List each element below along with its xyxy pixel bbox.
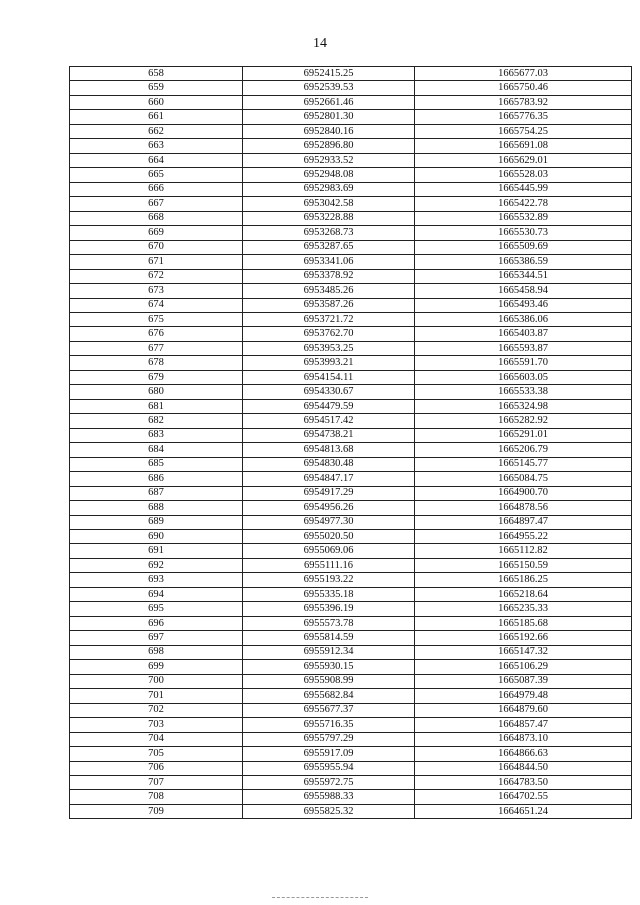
x-coordinate-cell: 6955917.09 (243, 747, 415, 761)
table-row (70, 341, 632, 355)
table-row (70, 399, 632, 413)
table-row (70, 110, 632, 124)
y-coordinate-cell: 1664857.47 (415, 718, 632, 732)
y-coordinate-cell: 1664783.50 (415, 775, 632, 789)
point-number-cell: 707 (70, 775, 243, 789)
table-row (70, 558, 632, 572)
x-coordinate-cell: 6955797.29 (243, 732, 415, 746)
y-coordinate-cell: 1665084.75 (415, 472, 632, 486)
point-number-cell: 659 (70, 81, 243, 95)
y-coordinate-cell: 1665185.68 (415, 616, 632, 630)
x-coordinate-cell: 6952840.16 (243, 124, 415, 138)
point-number-cell: 673 (70, 284, 243, 298)
y-coordinate-cell: 1665344.51 (415, 269, 632, 283)
x-coordinate-cell: 6955573.78 (243, 616, 415, 630)
point-number-cell: 674 (70, 298, 243, 312)
table-row (70, 385, 632, 399)
table-row (70, 804, 632, 818)
point-number-cell: 697 (70, 631, 243, 645)
page-number: 14 (313, 36, 327, 51)
x-coordinate-cell: 6953042.58 (243, 197, 415, 211)
x-coordinate-cell: 6952539.53 (243, 81, 415, 95)
table-row (70, 124, 632, 138)
x-coordinate-cell: 6955335.18 (243, 587, 415, 601)
x-coordinate-cell: 6954917.29 (243, 486, 415, 500)
y-coordinate-cell: 1665445.99 (415, 182, 632, 196)
table-row (70, 775, 632, 789)
y-coordinate-cell: 1665150.59 (415, 558, 632, 572)
table-row (70, 81, 632, 95)
y-coordinate-cell: 1664866.63 (415, 747, 632, 761)
y-coordinate-cell: 1665629.01 (415, 153, 632, 167)
y-coordinate-cell: 1665533.38 (415, 385, 632, 399)
table-row (70, 197, 632, 211)
x-coordinate-cell: 6953485.26 (243, 284, 415, 298)
table-row (70, 95, 632, 109)
y-coordinate-cell: 1665422.78 (415, 197, 632, 211)
table-row (70, 356, 632, 370)
point-number-cell: 704 (70, 732, 243, 746)
y-coordinate-cell: 1664897.47 (415, 515, 632, 529)
table-row (70, 501, 632, 515)
x-coordinate-cell: 6953228.88 (243, 211, 415, 225)
y-coordinate-cell: 1665591.70 (415, 356, 632, 370)
table-row (70, 255, 632, 269)
table-row (70, 515, 632, 529)
table-row (70, 428, 632, 442)
y-coordinate-cell: 1665403.87 (415, 327, 632, 341)
x-coordinate-cell: 6955111.16 (243, 558, 415, 572)
x-coordinate-cell: 6955020.50 (243, 530, 415, 544)
table-row (70, 139, 632, 153)
x-coordinate-cell: 6954479.59 (243, 399, 415, 413)
table-row (70, 718, 632, 732)
y-coordinate-cell: 1665147.32 (415, 645, 632, 659)
y-coordinate-cell: 1665206.79 (415, 443, 632, 457)
x-coordinate-cell: 6955677.37 (243, 703, 415, 717)
table-row (70, 211, 632, 225)
table-row (70, 240, 632, 254)
table-row (70, 182, 632, 196)
x-coordinate-cell: 6955193.22 (243, 573, 415, 587)
y-coordinate-cell: 1665186.25 (415, 573, 632, 587)
y-coordinate-cell: 1665458.94 (415, 284, 632, 298)
y-coordinate-cell: 1665386.59 (415, 255, 632, 269)
y-coordinate-cell: 1665509.69 (415, 240, 632, 254)
table-row (70, 298, 632, 312)
table-row (70, 443, 632, 457)
x-coordinate-cell: 6955069.06 (243, 544, 415, 558)
y-coordinate-cell: 1665603.05 (415, 370, 632, 384)
point-number-cell: 709 (70, 804, 243, 818)
y-coordinate-cell: 1664979.48 (415, 689, 632, 703)
x-coordinate-cell: 6955930.15 (243, 660, 415, 674)
point-number-cell: 688 (70, 501, 243, 515)
point-number-cell: 663 (70, 139, 243, 153)
y-coordinate-cell: 1665530.73 (415, 226, 632, 240)
y-coordinate-cell: 1664900.70 (415, 486, 632, 500)
point-number-cell: 664 (70, 153, 243, 167)
x-coordinate-cell: 6954330.67 (243, 385, 415, 399)
x-coordinate-cell: 6955396.19 (243, 602, 415, 616)
x-coordinate-cell: 6952933.52 (243, 153, 415, 167)
coordinates-table (69, 66, 632, 819)
point-number-cell: 665 (70, 168, 243, 182)
point-number-cell: 661 (70, 110, 243, 124)
table-row (70, 587, 632, 601)
point-number-cell: 699 (70, 660, 243, 674)
point-number-cell: 693 (70, 573, 243, 587)
y-coordinate-cell: 1665754.25 (415, 124, 632, 138)
x-coordinate-cell: 6955988.33 (243, 790, 415, 804)
point-number-cell: 660 (70, 95, 243, 109)
x-coordinate-cell: 6952415.25 (243, 67, 415, 81)
x-coordinate-cell: 6952983.69 (243, 182, 415, 196)
x-coordinate-cell: 6953287.65 (243, 240, 415, 254)
point-number-cell: 681 (70, 399, 243, 413)
table-row (70, 790, 632, 804)
point-number-cell: 700 (70, 674, 243, 688)
point-number-cell: 703 (70, 718, 243, 732)
table-row (70, 370, 632, 384)
point-number-cell: 667 (70, 197, 243, 211)
table-row (70, 486, 632, 500)
point-number-cell: 692 (70, 558, 243, 572)
y-coordinate-cell: 1665593.87 (415, 341, 632, 355)
point-number-cell: 677 (70, 341, 243, 355)
point-number-cell: 671 (70, 255, 243, 269)
x-coordinate-cell: 6954847.17 (243, 472, 415, 486)
y-coordinate-cell: 1665218.64 (415, 587, 632, 601)
x-coordinate-cell: 6954830.48 (243, 457, 415, 471)
x-coordinate-cell: 6954517.42 (243, 414, 415, 428)
x-coordinate-cell: 6955825.32 (243, 804, 415, 818)
table-row (70, 284, 632, 298)
table-row (70, 732, 632, 746)
y-coordinate-cell: 1665386.06 (415, 312, 632, 326)
point-number-cell: 695 (70, 602, 243, 616)
x-coordinate-cell: 6953721.72 (243, 312, 415, 326)
table-row (70, 168, 632, 182)
y-coordinate-cell: 1664878.56 (415, 501, 632, 515)
y-coordinate-cell: 1664702.55 (415, 790, 632, 804)
point-number-cell: 679 (70, 370, 243, 384)
x-coordinate-cell: 6954738.21 (243, 428, 415, 442)
table-row (70, 472, 632, 486)
x-coordinate-cell: 6954813.68 (243, 443, 415, 457)
table-row (70, 689, 632, 703)
table-row (70, 761, 632, 775)
table-row (70, 631, 632, 645)
x-coordinate-cell: 6955908.99 (243, 674, 415, 688)
x-coordinate-cell: 6955955.94 (243, 761, 415, 775)
y-coordinate-cell: 1665282.92 (415, 414, 632, 428)
y-coordinate-cell: 1665291.01 (415, 428, 632, 442)
y-coordinate-cell: 1665493.46 (415, 298, 632, 312)
y-coordinate-cell: 1664873.10 (415, 732, 632, 746)
table-row (70, 602, 632, 616)
table-row (70, 457, 632, 471)
point-number-cell: 690 (70, 530, 243, 544)
coordinates-table-body (70, 67, 632, 819)
point-number-cell: 705 (70, 747, 243, 761)
point-number-cell: 684 (70, 443, 243, 457)
x-coordinate-cell: 6953341.06 (243, 255, 415, 269)
point-number-cell: 669 (70, 226, 243, 240)
x-coordinate-cell: 6952801.30 (243, 110, 415, 124)
y-coordinate-cell: 1665145.77 (415, 457, 632, 471)
point-number-cell: 668 (70, 211, 243, 225)
y-coordinate-cell: 1665750.46 (415, 81, 632, 95)
x-coordinate-cell: 6953762.70 (243, 327, 415, 341)
x-coordinate-cell: 6955912.34 (243, 645, 415, 659)
point-number-cell: 672 (70, 269, 243, 283)
point-number-cell: 687 (70, 486, 243, 500)
y-coordinate-cell: 1664651.24 (415, 804, 632, 818)
x-coordinate-cell: 6954154.11 (243, 370, 415, 384)
point-number-cell: 698 (70, 645, 243, 659)
x-coordinate-cell: 6955682.84 (243, 689, 415, 703)
table-row (70, 67, 632, 81)
y-coordinate-cell: 1665112.82 (415, 544, 632, 558)
table-row (70, 153, 632, 167)
x-coordinate-cell: 6955814.59 (243, 631, 415, 645)
point-number-cell: 689 (70, 515, 243, 529)
y-coordinate-cell: 1665776.35 (415, 110, 632, 124)
x-coordinate-cell: 6952661.46 (243, 95, 415, 109)
y-coordinate-cell: 1665532.89 (415, 211, 632, 225)
y-coordinate-cell: 1665192.66 (415, 631, 632, 645)
point-number-cell: 685 (70, 457, 243, 471)
point-number-cell: 670 (70, 240, 243, 254)
point-number-cell: 706 (70, 761, 243, 775)
y-coordinate-cell: 1665691.08 (415, 139, 632, 153)
y-coordinate-cell: 1665235.33 (415, 602, 632, 616)
table-row (70, 327, 632, 341)
point-number-cell: 662 (70, 124, 243, 138)
footer-mark (272, 897, 368, 899)
x-coordinate-cell: 6953378.92 (243, 269, 415, 283)
point-number-cell: 691 (70, 544, 243, 558)
x-coordinate-cell: 6952896.80 (243, 139, 415, 153)
x-coordinate-cell: 6954956.26 (243, 501, 415, 515)
table-row (70, 616, 632, 630)
point-number-cell: 708 (70, 790, 243, 804)
point-number-cell: 682 (70, 414, 243, 428)
point-number-cell: 702 (70, 703, 243, 717)
point-number-cell: 701 (70, 689, 243, 703)
point-number-cell: 676 (70, 327, 243, 341)
table-row (70, 414, 632, 428)
x-coordinate-cell: 6953993.21 (243, 356, 415, 370)
x-coordinate-cell: 6953587.26 (243, 298, 415, 312)
y-coordinate-cell: 1665087.39 (415, 674, 632, 688)
x-coordinate-cell: 6955972.75 (243, 775, 415, 789)
x-coordinate-cell: 6953268.73 (243, 226, 415, 240)
x-coordinate-cell: 6952948.08 (243, 168, 415, 182)
x-coordinate-cell: 6953953.25 (243, 341, 415, 355)
y-coordinate-cell: 1665106.29 (415, 660, 632, 674)
table-row (70, 312, 632, 326)
point-number-cell: 680 (70, 385, 243, 399)
table-row (70, 703, 632, 717)
point-number-cell: 696 (70, 616, 243, 630)
y-coordinate-cell: 1665677.03 (415, 67, 632, 81)
table-row (70, 544, 632, 558)
point-number-cell: 675 (70, 312, 243, 326)
y-coordinate-cell: 1665783.92 (415, 95, 632, 109)
point-number-cell: 683 (70, 428, 243, 442)
table-row (70, 645, 632, 659)
x-coordinate-cell: 6955716.35 (243, 718, 415, 732)
x-coordinate-cell: 6954977.30 (243, 515, 415, 529)
y-coordinate-cell: 1664955.22 (415, 530, 632, 544)
table-row (70, 660, 632, 674)
point-number-cell: 666 (70, 182, 243, 196)
table-row (70, 226, 632, 240)
y-coordinate-cell: 1665528.03 (415, 168, 632, 182)
y-coordinate-cell: 1664879.60 (415, 703, 632, 717)
table-row (70, 573, 632, 587)
point-number-cell: 686 (70, 472, 243, 486)
table-row (70, 269, 632, 283)
point-number-cell: 658 (70, 67, 243, 81)
table-row (70, 747, 632, 761)
table-row (70, 674, 632, 688)
point-number-cell: 694 (70, 587, 243, 601)
point-number-cell: 678 (70, 356, 243, 370)
table-row (70, 530, 632, 544)
y-coordinate-cell: 1665324.98 (415, 399, 632, 413)
y-coordinate-cell: 1664844.50 (415, 761, 632, 775)
